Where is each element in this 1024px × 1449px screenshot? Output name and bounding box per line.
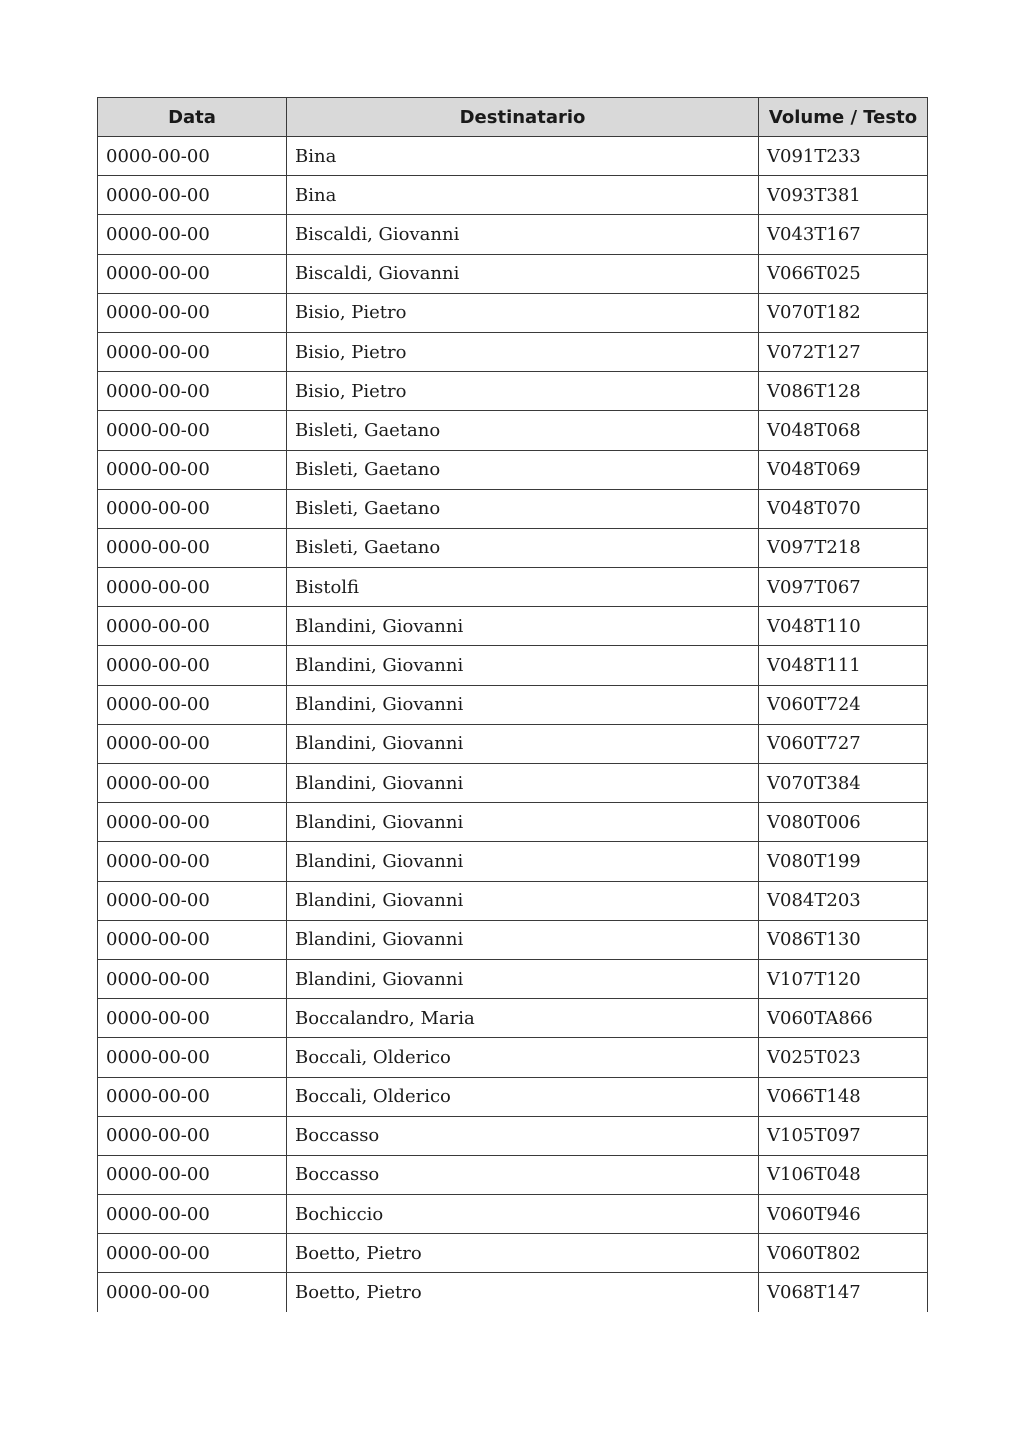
table-row (98, 215, 928, 254)
table-row (98, 254, 928, 293)
table-row (98, 881, 928, 920)
table-row (98, 293, 928, 332)
cell-data: 0000-00-00 (98, 489, 287, 528)
document-page (97, 97, 927, 1312)
cell-destinatario: Blandini, Giovanni (287, 803, 759, 842)
cell-data: 0000-00-00 (98, 1234, 287, 1273)
cell-volume-testo: V093T381 (759, 176, 928, 215)
cell-volume-testo: V080T199 (759, 842, 928, 881)
cell-volume-testo: V048T070 (759, 489, 928, 528)
cell-data: 0000-00-00 (98, 1195, 287, 1234)
cell-destinatario: Boccasso (287, 1155, 759, 1194)
cell-data: 0000-00-00 (98, 959, 287, 998)
cell-data: 0000-00-00 (98, 724, 287, 763)
cell-data: 0000-00-00 (98, 685, 287, 724)
table-row (98, 842, 928, 881)
table-row (98, 489, 928, 528)
cell-data: 0000-00-00 (98, 254, 287, 293)
table-row (98, 176, 928, 215)
cell-volume-testo: V068T147 (759, 1273, 928, 1312)
cell-volume-testo: V107T120 (759, 959, 928, 998)
cell-data: 0000-00-00 (98, 842, 287, 881)
cell-volume-testo: V097T067 (759, 568, 928, 607)
table-row (98, 607, 928, 646)
table-row (98, 959, 928, 998)
cell-destinatario: Blandini, Giovanni (287, 685, 759, 724)
cell-data: 0000-00-00 (98, 607, 287, 646)
table-row (98, 411, 928, 450)
cell-destinatario: Bisleti, Gaetano (287, 450, 759, 489)
cell-destinatario: Boccalandro, Maria (287, 999, 759, 1038)
cell-data: 0000-00-00 (98, 372, 287, 411)
cell-destinatario: Blandini, Giovanni (287, 920, 759, 959)
cell-data: 0000-00-00 (98, 881, 287, 920)
cell-volume-testo: V097T218 (759, 528, 928, 567)
cell-destinatario: Biscaldi, Giovanni (287, 215, 759, 254)
cell-volume-testo: V043T167 (759, 215, 928, 254)
cell-data: 0000-00-00 (98, 920, 287, 959)
header-row (98, 98, 928, 137)
cell-destinatario: Bisleti, Gaetano (287, 528, 759, 567)
cell-destinatario: Boetto, Pietro (287, 1234, 759, 1273)
table-row (98, 450, 928, 489)
cell-destinatario: Biscaldi, Giovanni (287, 254, 759, 293)
table-row (98, 568, 928, 607)
table-row (98, 764, 928, 803)
cell-destinatario: Bochiccio (287, 1195, 759, 1234)
cell-volume-testo: V086T128 (759, 372, 928, 411)
cell-data: 0000-00-00 (98, 999, 287, 1038)
table-row (98, 803, 928, 842)
table-row (98, 1234, 928, 1273)
cell-destinatario: Blandini, Giovanni (287, 959, 759, 998)
cell-destinatario: Blandini, Giovanni (287, 842, 759, 881)
cell-data: 0000-00-00 (98, 411, 287, 450)
table-row (98, 646, 928, 685)
cell-volume-testo: V066T148 (759, 1077, 928, 1116)
header-data: Data (98, 98, 287, 137)
cell-volume-testo: V025T023 (759, 1038, 928, 1077)
cell-data: 0000-00-00 (98, 528, 287, 567)
table-row (98, 1077, 928, 1116)
cell-destinatario: Blandini, Giovanni (287, 724, 759, 763)
table-row (98, 999, 928, 1038)
cell-volume-testo: V086T130 (759, 920, 928, 959)
table-row (98, 332, 928, 371)
cell-destinatario: Bisio, Pietro (287, 332, 759, 371)
cell-volume-testo: V072T127 (759, 332, 928, 371)
cell-volume-testo: V060T724 (759, 685, 928, 724)
cell-data: 0000-00-00 (98, 450, 287, 489)
cell-volume-testo: V091T233 (759, 137, 928, 176)
cell-destinatario: Bisio, Pietro (287, 293, 759, 332)
cell-volume-testo: V060T946 (759, 1195, 928, 1234)
cell-destinatario: Bisleti, Gaetano (287, 489, 759, 528)
table-row (98, 920, 928, 959)
table-row (98, 1155, 928, 1194)
cell-volume-testo: V106T048 (759, 1155, 928, 1194)
cell-data: 0000-00-00 (98, 293, 287, 332)
header-destinatario: Destinatario (287, 98, 759, 137)
cell-volume-testo: V048T069 (759, 450, 928, 489)
cell-volume-testo: V070T182 (759, 293, 928, 332)
table-row (98, 685, 928, 724)
cell-destinatario: Boccali, Olderico (287, 1038, 759, 1077)
cell-destinatario: Boccali, Olderico (287, 1077, 759, 1116)
cell-destinatario: Bistolfi (287, 568, 759, 607)
cell-data: 0000-00-00 (98, 1273, 287, 1312)
cell-volume-testo: V048T111 (759, 646, 928, 685)
cell-volume-testo: V048T110 (759, 607, 928, 646)
cell-data: 0000-00-00 (98, 568, 287, 607)
table-row (98, 528, 928, 567)
cell-destinatario: Bisio, Pietro (287, 372, 759, 411)
table-body (98, 137, 928, 1313)
cell-destinatario: Blandini, Giovanni (287, 881, 759, 920)
table-row (98, 1273, 928, 1312)
table-header (98, 98, 928, 137)
cell-data: 0000-00-00 (98, 176, 287, 215)
cell-destinatario: Boetto, Pietro (287, 1273, 759, 1312)
cell-data: 0000-00-00 (98, 764, 287, 803)
table-row (98, 372, 928, 411)
table-row (98, 137, 928, 176)
cell-volume-testo: V060T802 (759, 1234, 928, 1273)
cell-data: 0000-00-00 (98, 137, 287, 176)
cell-data: 0000-00-00 (98, 1155, 287, 1194)
cell-destinatario: Bisleti, Gaetano (287, 411, 759, 450)
cell-volume-testo: V060T727 (759, 724, 928, 763)
cell-data: 0000-00-00 (98, 646, 287, 685)
cell-volume-testo: V060TA866 (759, 999, 928, 1038)
letters-table (97, 97, 928, 1312)
cell-data: 0000-00-00 (98, 215, 287, 254)
cell-volume-testo: V070T384 (759, 764, 928, 803)
cell-destinatario: Boccasso (287, 1116, 759, 1155)
cell-volume-testo: V080T006 (759, 803, 928, 842)
table-row (98, 1195, 928, 1234)
cell-volume-testo: V066T025 (759, 254, 928, 293)
cell-data: 0000-00-00 (98, 332, 287, 371)
cell-destinatario: Bina (287, 176, 759, 215)
table-row (98, 1038, 928, 1077)
cell-volume-testo: V105T097 (759, 1116, 928, 1155)
header-volume-testo: Volume / Testo (759, 98, 928, 137)
cell-destinatario: Blandini, Giovanni (287, 607, 759, 646)
cell-volume-testo: V084T203 (759, 881, 928, 920)
cell-data: 0000-00-00 (98, 1038, 287, 1077)
cell-data: 0000-00-00 (98, 1077, 287, 1116)
cell-destinatario: Bina (287, 137, 759, 176)
cell-volume-testo: V048T068 (759, 411, 928, 450)
table-row (98, 1116, 928, 1155)
cell-destinatario: Blandini, Giovanni (287, 764, 759, 803)
cell-destinatario: Blandini, Giovanni (287, 646, 759, 685)
cell-data: 0000-00-00 (98, 803, 287, 842)
cell-data: 0000-00-00 (98, 1116, 287, 1155)
table-row (98, 724, 928, 763)
